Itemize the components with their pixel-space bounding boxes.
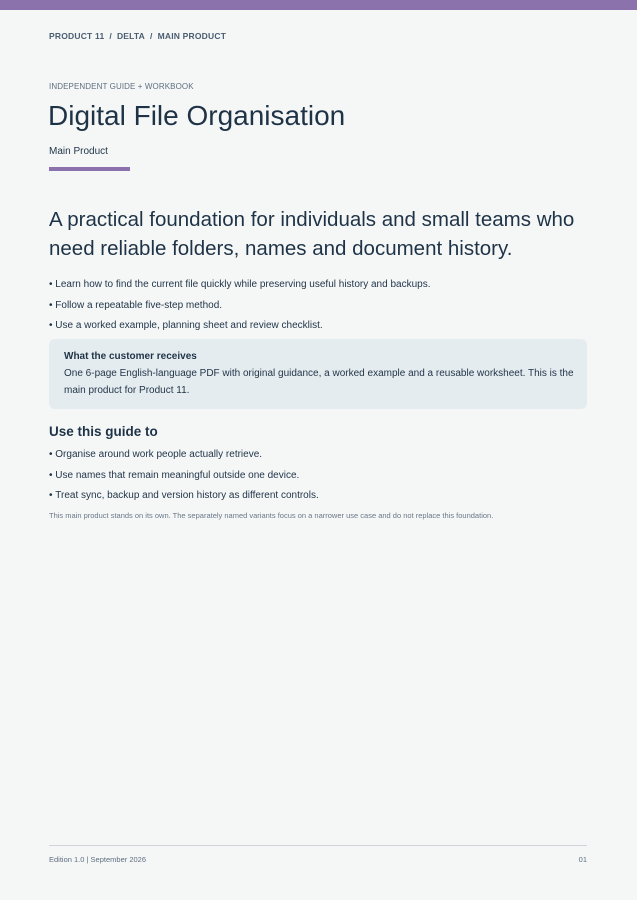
document-kicker: INDEPENDENT GUIDE + WORKBOOK <box>49 82 194 91</box>
breadcrumb-item-product: PRODUCT 11 <box>49 31 105 41</box>
breadcrumb-separator: / <box>109 31 112 41</box>
list-item: • Use names that remain meaningful outside one device. <box>49 470 319 491</box>
deliverable-callout <box>49 339 587 409</box>
breadcrumb-separator: / <box>150 31 153 41</box>
breadcrumb-item-type: MAIN PRODUCT <box>157 31 227 41</box>
page-title: Digital File Organisation <box>48 100 346 131</box>
list-item: • Organise around work people actually retrieve. <box>49 449 319 470</box>
page-number: 01 <box>578 855 587 864</box>
benefit-list <box>49 279 430 341</box>
list-item: • Treat sync, backup and version history as different controls. <box>49 490 319 511</box>
guide-use-list <box>49 449 319 511</box>
list-item: • Learn how to find the current file quickly while preserving useful history and backups. <box>49 279 430 300</box>
title-accent-rule <box>49 167 130 171</box>
list-item: • Use a worked example, planning sheet and review checklist. <box>49 320 430 341</box>
breadcrumb <box>49 31 226 41</box>
callout-body: One 6-page English-language PDF with original guidance, a worked example and a reusable worksheet. This is the main product for Product 11. <box>64 368 574 396</box>
list-item: • Follow a repeatable five-step method. <box>49 300 430 321</box>
section-heading: Use this guide to <box>49 424 158 439</box>
callout-title: What the customer receives <box>64 351 197 362</box>
page-subtitle: Main Product <box>49 146 108 157</box>
edition-label: Edition 1.0 | September 2026 <box>49 855 147 864</box>
lead-paragraph: A practical foundation for individuals and small teams who need reliable folders, names and document history. <box>49 208 575 260</box>
top-accent-bar <box>0 0 637 10</box>
footnote: This main product stands on its own. The separately named variants focus on a narrower use case and do not replace this foundation. <box>49 511 494 520</box>
breadcrumb-item-variant: DELTA <box>116 31 146 41</box>
footer-divider <box>49 845 587 846</box>
